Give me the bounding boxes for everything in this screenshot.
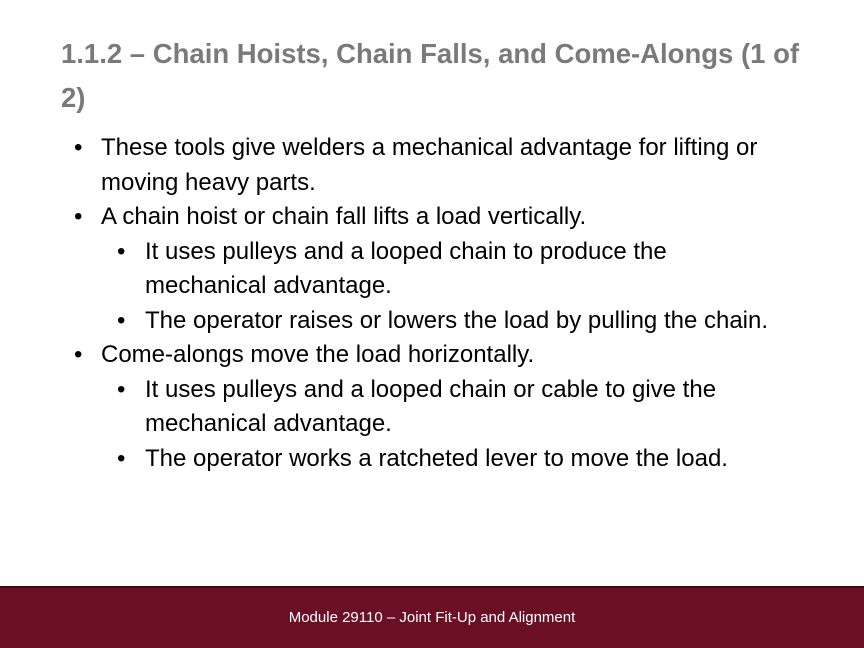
bullet-text: Come-alongs move the load horizontally. [101,341,535,368]
sub-bullet-item [0,373,780,442]
bullet-icon: • [74,341,83,368]
bullet-icon: • [117,375,126,403]
bullet-icon: • [74,203,83,230]
bullet-text: It uses pulleys and a looped chain to produce the mechanical advantage. [145,237,667,299]
slide-title: 1.1.2 – Chain Hoists, Chain Falls, and Come-Alongs (1 of 2) [61,38,800,113]
bullet-icon: • [74,134,83,161]
bullet-text: The operator works a ratcheted lever to move the load. [145,444,728,472]
sub-bullet-item [0,442,780,477]
bullet-text: A chain hoist or chain fall lifts a load vertically. [101,203,587,230]
bullet-item [0,131,791,200]
bullet-text: The operator raises or lowers the load by pulling the chain. [145,306,769,334]
bullet-item [0,338,791,373]
footer-text: Module 29110 – Joint Fit-Up and Alignment [288,609,576,626]
sub-bullet-item [0,304,780,339]
footer-bar [0,586,864,648]
bullet-icon: • [117,306,126,334]
bullet-text: These tools give welders a mechanical advantage for lifting or moving heavy parts. [101,134,758,196]
sub-bullet-item [0,235,780,304]
bullet-icon: • [117,237,126,265]
bullet-text: It uses pulleys and a looped chain or cable to give the mechanical advantage. [145,375,717,437]
bullet-list [0,131,864,476]
bullet-item [0,200,791,235]
bullet-icon: • [117,444,126,472]
